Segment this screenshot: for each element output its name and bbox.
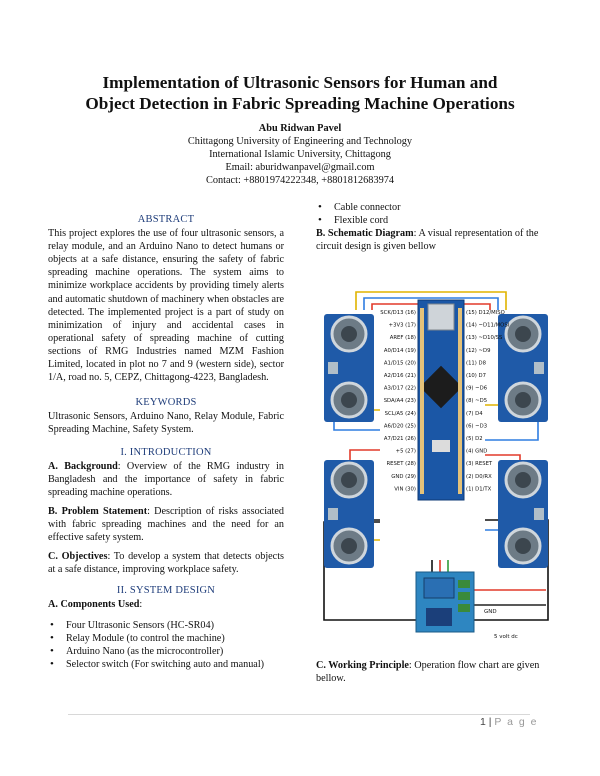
pin-label-left: SCL/A5 (24) — [384, 410, 416, 417]
ultrasonic-sensor-left-top — [324, 314, 374, 422]
pin-label-left: AREF (18) — [389, 335, 416, 342]
components-list — [48, 619, 284, 671]
volt-label: 5 volt dc — [494, 634, 518, 640]
keywords-heading: KEYWORDS — [135, 397, 197, 409]
author-name: Abu Ridwan Pavel — [258, 123, 342, 134]
pin-label-right: (4) GND — [466, 448, 488, 455]
pin-label-right: (11) D8 — [466, 360, 487, 367]
pin-label-right: (2) D0/RX — [466, 473, 492, 480]
keywords-text: Ultrasonic Sensors, Arduino Nano, Relay Module, Fabric Spreading Machine, Safety System. — [48, 411, 284, 436]
list-item: • Relay Module (to control the machine) — [66, 632, 284, 645]
system-design-heading: II. SYSTEM DESIGN — [116, 585, 216, 597]
relay-module — [416, 572, 474, 632]
background-label: A. Background — [48, 460, 118, 472]
pin-label-left: +3V3 (17) — [388, 322, 416, 329]
pin-label-right: (5) D2 — [466, 436, 483, 442]
components-list-continued — [316, 201, 554, 227]
objectives-paragraph — [48, 550, 284, 576]
problem-paragraph — [48, 505, 284, 544]
pin-label-right: (10) D7 — [466, 373, 487, 379]
working-label: C. Working Principle — [316, 660, 409, 671]
background-text: : Overview of the RMG industry in Bangladesh and the importance of safety in fabric spreading machine operations. — [48, 460, 284, 498]
working-text: : Operation flow chart are given bellow. — [316, 660, 540, 685]
gnd-label: GND — [484, 609, 497, 615]
ultrasonic-sensor-left-bottom — [324, 460, 374, 568]
author-affiliation-1: Chittagong University of Engineering and Technology — [187, 136, 413, 147]
ultrasonic-sensor-right-top — [498, 314, 548, 422]
author-email: Email: aburidwanpavel@gmail.com — [225, 162, 375, 173]
components-heading — [48, 598, 284, 611]
schematic-diagram — [320, 290, 552, 652]
pin-label-right: (9) ~D6 — [466, 385, 488, 392]
footer-separator: | — [485, 716, 495, 728]
components-colon: : — [139, 599, 143, 611]
introduction-heading: I. INTRODUCTION — [120, 446, 212, 458]
paper-title — [40, 72, 560, 114]
problem-label: B. Problem Statement — [48, 505, 148, 517]
pin-label-right: (8) ~D5 — [466, 398, 488, 405]
problem-text: : Description of risks associated with fabric spreading machines and the need for an effective safety system. — [48, 505, 284, 544]
schematic-paragraph — [316, 227, 554, 253]
components-label: A. Components Used — [48, 599, 140, 611]
abstract-heading: ABSTRACT — [137, 214, 195, 225]
left-column — [48, 213, 284, 671]
list-item: • Selector switch (For switching auto and manual) — [66, 658, 284, 671]
pin-label-left: A7/D21 (26) — [383, 436, 416, 442]
background-paragraph — [48, 460, 284, 499]
list-item: • Cable connector — [334, 201, 554, 214]
arduino-nano-board — [418, 300, 464, 500]
author-affiliation-2: International Islamic University, Chittagong — [209, 149, 391, 160]
author-contact: Contact: +8801974222348, +8801812683974 — [205, 175, 395, 186]
pin-label-right: (1) D1/TX — [466, 486, 492, 493]
pin-label-right: (6) ~D3 — [466, 423, 488, 430]
pin-label-right: (3) RESET — [466, 461, 493, 468]
schematic-label: B. Schematic Diagram — [316, 228, 414, 240]
page-footer — [480, 716, 538, 728]
pin-label-left: A2/D16 (21) — [383, 373, 416, 379]
objectives-label: C. Objectives — [48, 551, 108, 563]
pin-label-left: A6/D20 (25) — [383, 423, 416, 430]
pin-label-left: VIN (30) — [394, 486, 416, 493]
pin-label-left: +5 (27) — [395, 448, 416, 455]
pin-label-right: (7) D4 — [466, 410, 483, 417]
pin-label-left: A3/D17 (22) — [383, 385, 416, 392]
schematic-text: : A visual representation of the circuit design is given bellow — [316, 228, 539, 253]
working-principle-paragraph — [316, 659, 554, 685]
list-item: • Flexible cord — [334, 214, 554, 227]
list-item: • Arduino Nano (as the microcontroller) — [66, 645, 284, 658]
author-block — [60, 122, 540, 187]
right-column — [316, 201, 554, 253]
pin-label-left: SCK/D13 (16) — [380, 310, 416, 316]
abstract-text: This project explores the use of four ultrasonic sensors, a relay module, and an Arduino Nano to detect humans or objects at a safe distance, ensuring the safety of fabric spreading machine operations. The system aims to minimize workplace accidents by providing timely alerts and automatic shutdown of machinery when obstacles are detected. The implemented project is a part of study on minimization of injury and accidental cases in operational safety of spreading machine of cutting sections of RMG Industries named MZM Fashion Limited, located in plot no 7 and 9 (western side), sector 1/A, road no. 5, CEPZ, Chittagong-4223, Bangladesh. — [48, 228, 284, 384]
pin-label-left: GND (29) — [391, 473, 416, 480]
page-word: P a g e — [494, 716, 538, 728]
page-number: 1 — [480, 716, 486, 728]
pin-label-right: (12) ~D9 — [466, 347, 491, 354]
ultrasonic-sensor-right-bottom — [498, 460, 548, 568]
title-line-1: Implementation of Ultrasonic Sensors for Human and — [102, 73, 498, 92]
objectives-text: : To develop a system that detects objects at a safe distance, improving workplace safety. — [48, 551, 285, 576]
footer-divider — [68, 714, 530, 715]
list-item: • Four Ultrasonic Sensors (HC-SR04) — [66, 619, 284, 632]
pin-label-right: (15) D12/MISO — [466, 310, 505, 316]
pin-label-right: (14) ~D11/MOSI — [466, 322, 510, 329]
pin-label-left: SDA/A4 (23) — [383, 398, 416, 405]
pin-label-right: (13) ~D10/SS — [466, 335, 503, 342]
pin-label-left: RESET (28) — [386, 461, 416, 468]
pin-label-left: A1/D15 (20) — [383, 360, 416, 367]
title-line-2: Object Detection in Fabric Spreading Machine Operations — [85, 94, 515, 113]
circuit-svg — [320, 290, 552, 652]
pin-label-left: A0/D14 (19) — [383, 347, 416, 354]
